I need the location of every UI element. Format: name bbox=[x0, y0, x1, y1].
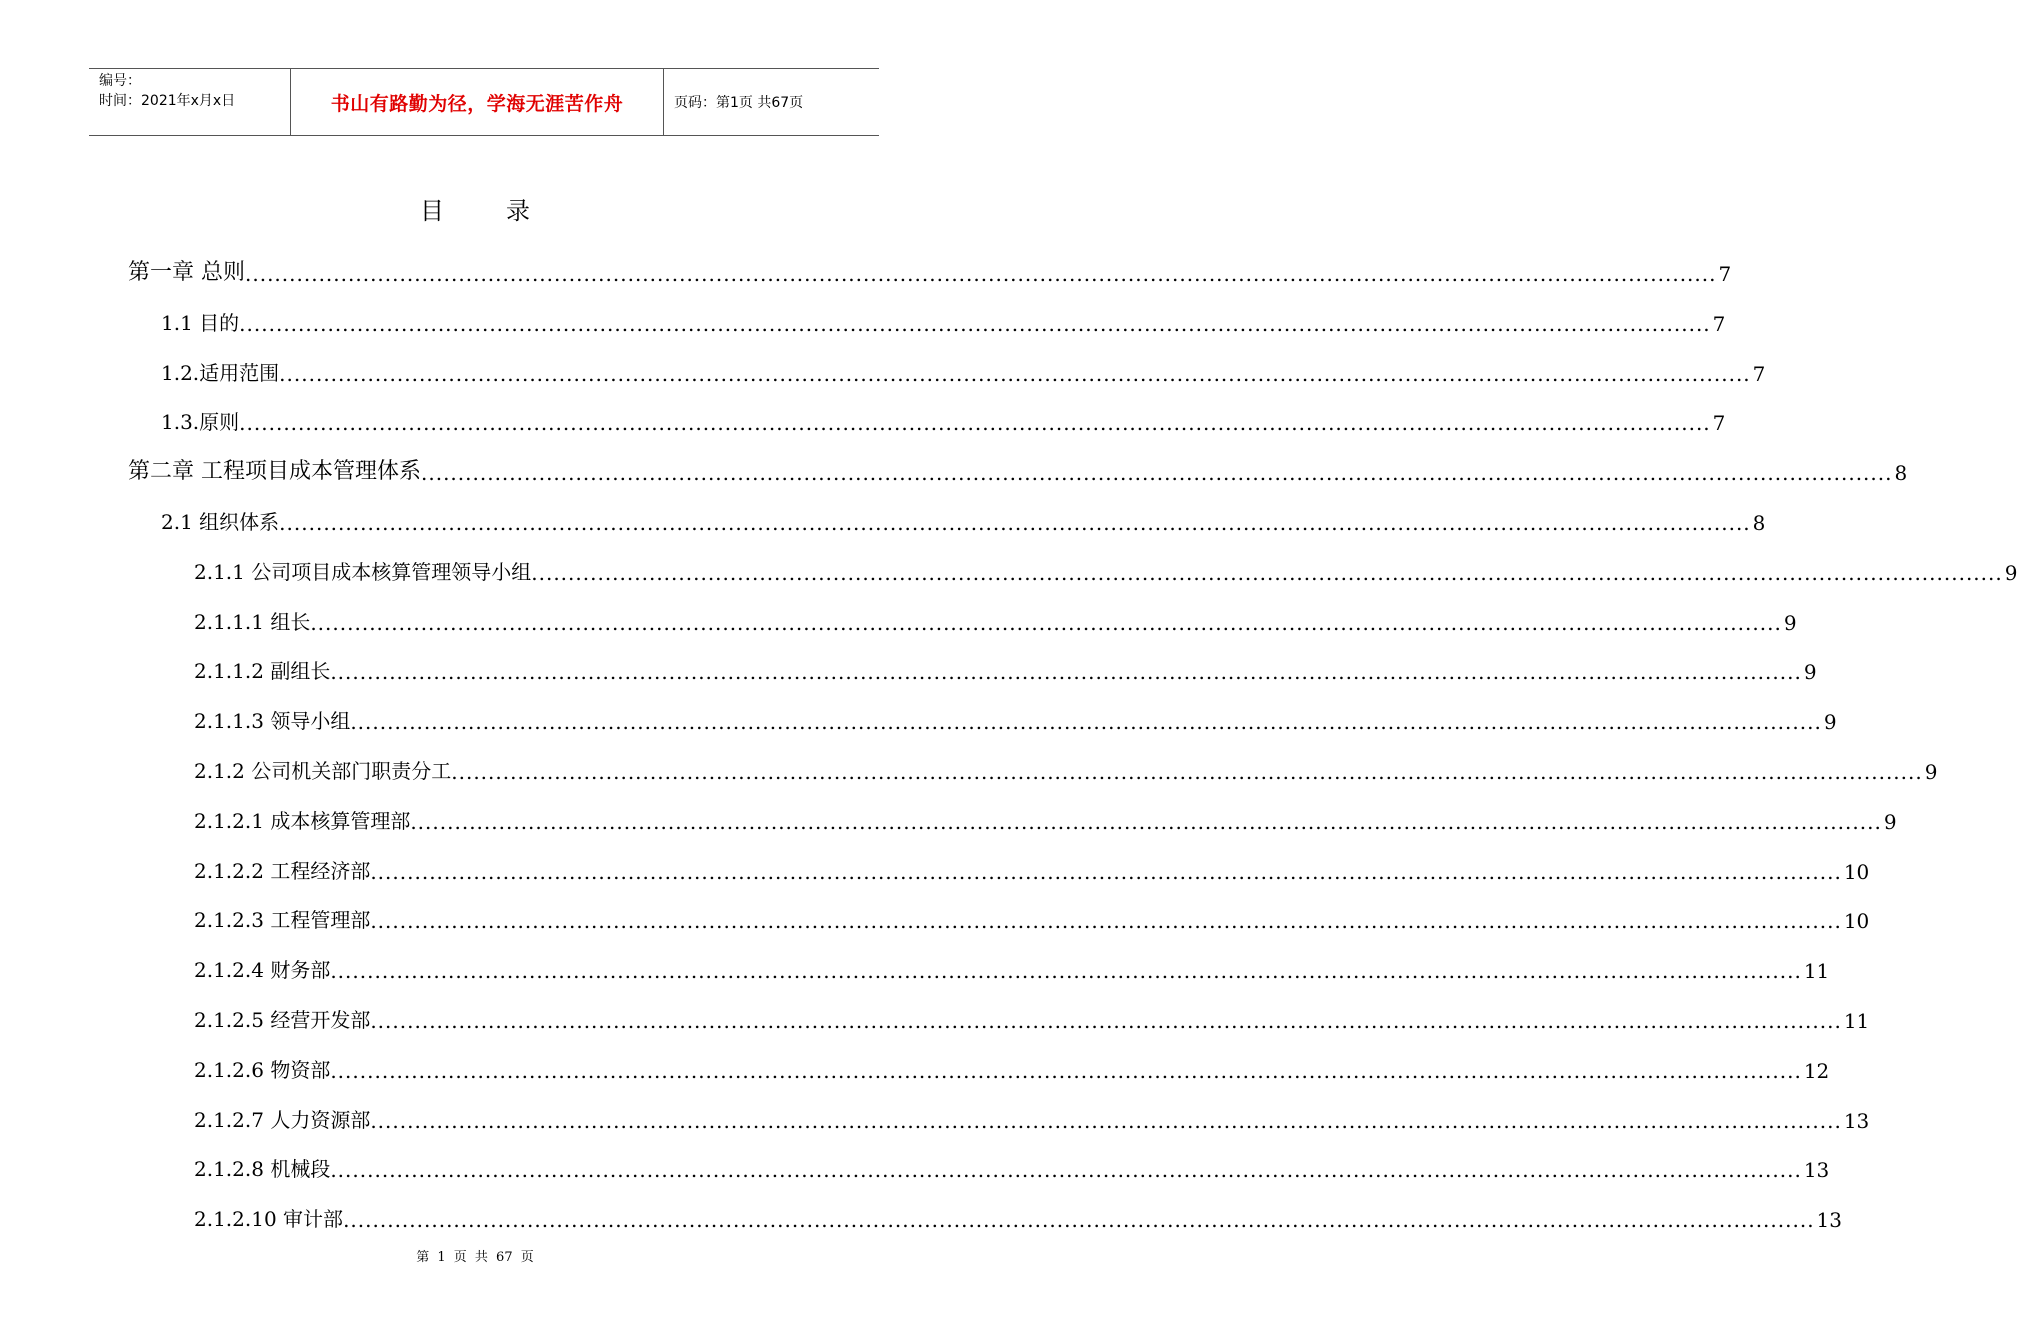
toc-entry-page: 9 bbox=[1924, 760, 1938, 784]
toc-entry[interactable] bbox=[194, 1182, 1842, 1233]
toc-title: 目录 bbox=[420, 197, 592, 225]
toc-dot-leader: ........................................................................................................................................................................................................ bbox=[330, 1058, 1802, 1083]
toc-entry-label: 2.1.2.7 人力资源部 bbox=[194, 1107, 371, 1132]
toc-entry-page: 7 bbox=[1718, 262, 1732, 286]
toc-entry[interactable] bbox=[194, 1083, 1870, 1133]
toc-entry-page: 9 bbox=[1803, 660, 1817, 685]
toc-entry[interactable] bbox=[161, 286, 1726, 336]
header-motto: 书山有路勤为径，学海无涯苦作舟 bbox=[291, 69, 664, 135]
toc-entry[interactable] bbox=[128, 236, 1732, 286]
toc-entry[interactable] bbox=[194, 1033, 1830, 1083]
toc-entry-page: 8 bbox=[1752, 511, 1766, 535]
toc-entry-page: 13 bbox=[1816, 1208, 1842, 1233]
toc-dot-leader: ........................................................................................................................................................................................................ bbox=[451, 760, 1923, 784]
toc-entry-label: 1.3.原则 bbox=[161, 410, 240, 435]
toc-entry-page: 9 bbox=[1823, 710, 1837, 735]
toc-entry-page: 7 bbox=[1712, 411, 1726, 436]
toc-entry-label: 2.1.2.6 物资部 bbox=[194, 1057, 331, 1082]
toc-entry-page: 11 bbox=[1843, 1009, 1870, 1033]
toc-entry-label: 2.1.2.4 财务部 bbox=[194, 958, 331, 983]
toc-entry-page: 7 bbox=[1752, 361, 1766, 386]
toc-entry-label: 2.1.1.3 领导小组 bbox=[194, 709, 351, 734]
toc-dot-leader: ........................................................................................................................................................................................................ bbox=[350, 710, 1822, 735]
toc-entry-page: 9 bbox=[1883, 809, 1897, 834]
toc-dot-leader: ........................................................................................................................................................................................................ bbox=[239, 411, 1711, 436]
toc-dot-leader: ........................................................................................................................................................................................................ bbox=[370, 909, 1842, 934]
toc-entry[interactable] bbox=[161, 485, 1766, 535]
toc-entry[interactable] bbox=[161, 385, 1726, 436]
toc-entry[interactable] bbox=[194, 983, 1870, 1033]
toc-entry-page: 9 bbox=[1783, 610, 1797, 635]
toc-entry[interactable] bbox=[194, 834, 1870, 884]
toc-dot-leader: ........................................................................................................................................................................................................ bbox=[421, 461, 1893, 486]
header-page-info: 页码：第1页 共67页 bbox=[674, 95, 804, 111]
toc-entry-page: 12 bbox=[1803, 1058, 1830, 1083]
toc-entry-label: 2.1 组织体系 bbox=[161, 510, 280, 534]
toc-entry-page: 13 bbox=[1803, 1158, 1830, 1183]
toc-entry[interactable] bbox=[194, 734, 1938, 784]
toc-entry[interactable] bbox=[194, 535, 2017, 585]
toc-entry-page: 10 bbox=[1843, 909, 1870, 934]
toc-entry[interactable] bbox=[194, 784, 1897, 834]
toc-entry[interactable] bbox=[194, 634, 1817, 685]
toc-entry-label: 第二章 工程项目成本管理体系 bbox=[128, 459, 421, 485]
toc-entry-page: 8 bbox=[1894, 461, 1908, 486]
toc-entry-page: 13 bbox=[1843, 1108, 1870, 1133]
toc-dot-leader: ........................................................................................................................................................................................................ bbox=[370, 1009, 1842, 1033]
toc-entry-page: 11 bbox=[1803, 959, 1830, 984]
toc-dot-leader: ........................................................................................................................................................................................................ bbox=[531, 560, 2003, 585]
toc-entry[interactable] bbox=[194, 933, 1830, 984]
toc-entry-label: 2.1.2.8 机械段 bbox=[194, 1157, 331, 1182]
toc-entry[interactable] bbox=[194, 883, 1870, 934]
toc-dot-leader: ........................................................................................................................................................................................................ bbox=[370, 859, 1842, 884]
toc-entry-page: 10 bbox=[1843, 859, 1870, 884]
toc-entry[interactable] bbox=[194, 1132, 1830, 1183]
toc-entry-page: 9 bbox=[2004, 560, 2017, 585]
toc-dot-leader: ........................................................................................................................................................................................................ bbox=[343, 1208, 1815, 1233]
toc-entry-label: 2.1.2.10 审计部 bbox=[194, 1207, 344, 1232]
toc-entry-label: 2.1.2.5 经营开发部 bbox=[194, 1008, 371, 1032]
header-meta bbox=[89, 69, 291, 135]
toc-dot-leader: ........................................................................................................................................................................................................ bbox=[330, 660, 1802, 685]
toc-dot-leader: ........................................................................................................................................................................................................ bbox=[410, 809, 1882, 834]
toc-dot-leader: ........................................................................................................................................................................................................ bbox=[279, 511, 1751, 535]
toc-entry-label: 2.1.2 公司机关部门职责分工 bbox=[194, 759, 452, 783]
document-time-label: 时间：2021年x月x日 bbox=[99, 93, 236, 109]
toc-entry-label: 1.2.适用范围 bbox=[161, 360, 280, 385]
toc-entry-label: 2.1.2.1 成本核算管理部 bbox=[194, 808, 411, 833]
toc-entry-label: 2.1.1 公司项目成本核算管理领导小组 bbox=[194, 559, 532, 584]
toc-dot-leader: ........................................................................................................................................................................................................ bbox=[239, 311, 1711, 336]
toc-dot-leader: ........................................................................................................................................................................................................ bbox=[330, 959, 1802, 984]
toc-entry-label: 第一章 总则 bbox=[128, 260, 245, 285]
toc-entry-page: 7 bbox=[1712, 311, 1726, 336]
toc-dot-leader: ........................................................................................................................................................................................................ bbox=[279, 361, 1751, 386]
toc-entry-label: 2.1.1.2 副组长 bbox=[194, 659, 331, 684]
toc-entry[interactable] bbox=[194, 585, 1797, 635]
toc-entry-label: 2.1.2.3 工程管理部 bbox=[194, 908, 371, 933]
page-footer: 第 1 页 共 67 页 bbox=[416, 1250, 534, 1265]
page-header bbox=[89, 68, 879, 136]
toc-dot-leader: ........................................................................................................................................................................................................ bbox=[310, 610, 1782, 635]
toc-dot-leader: ........................................................................................................................................................................................................ bbox=[245, 262, 1717, 286]
toc-entry-label: 1.1 目的 bbox=[161, 310, 240, 335]
toc-entry[interactable] bbox=[128, 435, 1908, 486]
document-number-label: 编号： bbox=[99, 73, 141, 89]
toc-dot-leader: ........................................................................................................................................................................................................ bbox=[330, 1158, 1802, 1183]
toc-entry-label: 2.1.2.2 工程经济部 bbox=[194, 858, 371, 883]
toc-entry[interactable] bbox=[194, 684, 1837, 735]
toc-entry[interactable] bbox=[161, 336, 1766, 386]
toc-entry-label: 2.1.1.1 组长 bbox=[194, 609, 311, 634]
toc-dot-leader: ........................................................................................................................................................................................................ bbox=[370, 1108, 1842, 1133]
